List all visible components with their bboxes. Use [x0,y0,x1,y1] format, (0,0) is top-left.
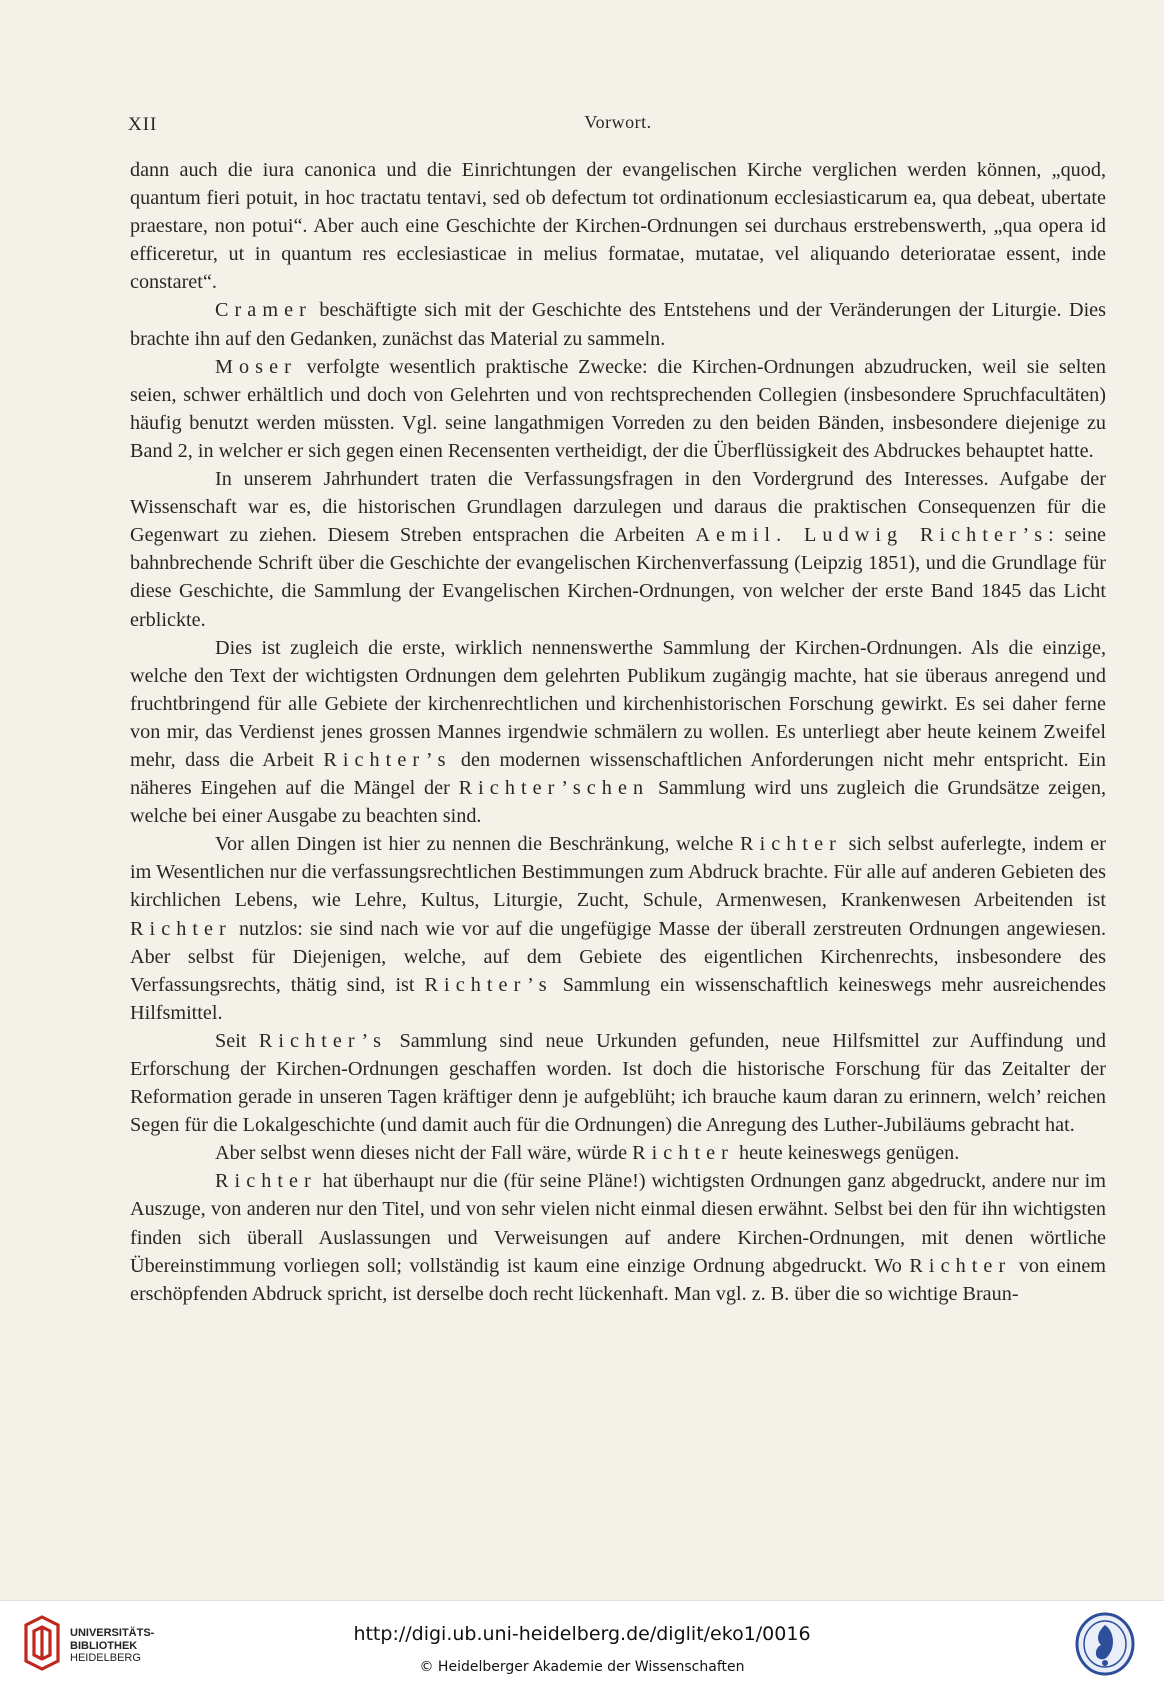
body-text [130,156,1106,1308]
paragraph [130,1167,1106,1307]
running-title: Vorwort. [584,112,652,132]
academy-seal-icon [1074,1611,1136,1677]
person-name: Richter’s [323,748,452,771]
permalink-url[interactable]: http://digi.ub.uni-heidelberg.de/diglit/eko1/0016 [353,1623,811,1645]
logo-line: BIBLIOTHEK [70,1639,138,1652]
paragraph-text: Aber selbst wenn dieses nicht der Fall wäre, würde [215,1142,633,1165]
paragraph-text: In unserem Jahrhundert traten die Verfassungsfragen in den Vordergrund des Interesses. Aufgabe der Wissenschaft war es, die historischen Grundlagen darzulegen und daraus die praktischen Consequenzen für die Gegenwart zu ziehen. Diesem Streben entsprachen die Arbeiten [130,468,1106,547]
paragraph-text: beschäftigte sich mit der Geschichte des Entstehens und der Veränderungen der Liturgie. Dies brachte ihn auf den Gedanken, zunächst das Material zu sammeln. [130,299,1106,350]
person-name: Aemil. Ludwig Richter’s [695,524,1049,547]
paragraph [130,1139,1106,1167]
paragraph-text: nutzlos: sie sind nach wie vor auf die ungefügige Masse der überall zerstreuten Ordnungen angewiesen. Aber selbst für Diejenigen, welche, auf dem Gebiete des eigentlichen Kirchenrechts, insbesondere des Verfassungsrechts, thätig sind, ist [130,917,1106,996]
paragraph-text: : seine bahnbrechende Schrift über die Geschichte der evangelischen Kirchenverfassung (Leipzig 1851), und die Grundlage für diese Geschichte, die Sammlung der Evangelischen Kirchen-Ordnungen, von welcher der erste Band 1845 das Licht erblickte. [130,524,1107,631]
person-name: Richter’s [424,973,553,996]
person-name: Richter [215,1170,317,1193]
person-name: Moser [215,355,297,378]
paragraph-text: verfolgte wesentlich praktische Zwecke: die Kirchen-Ordnungen abzudrucken, weil sie selten seien, schwer erhältlich und doch von Gelehrten und von rechtsprechenden Collegien (insbesondere Spruchfacultäten) häufig benutzt werden müssten. Vgl. seine langathmigen Vorreden zu den beiden Bänden, insbesondere diejenige zu Band 2, in welcher er sich gegen einen Recensenten vertheidigt, der die Überflüssigkeit des Abdruckes behauptet hatte. [130,355,1106,462]
paragraph-text: hat überhaupt nur die (für seine Pläne!) wichtigsten Ordnungen ganz abgedruckt, andere nur im Auszuge, von anderen nur den Titel, und von sehr vielen nicht einmal diesen erwähnt. Selbst bei den für ihn wichtigsten finden sich überall Auslassungen und Verweisungen auf andere Kirchen-Ordnungen, mit denen wörtliche Übereinstimmung vorliegen soll; vollständig ist kaum eine einzige Ordnung abgedruckt. Wo [130,1170,1106,1277]
person-name: Richter [909,1254,1012,1277]
paragraph [130,296,1106,352]
person-name: Richter [130,917,232,940]
paragraph-text: sich selbst auferlegte, indem er im Wesentlichen nur die verfassungsrechtlichen Bestimmungen zum Abdruck brachte. Für alle auf anderen Gebieten des kirchlichen Lebens, wie Lehre, Kultus, Liturgie, Zucht, Schule, Armenwesen, Krankenwesen Arbeitenden ist [130,833,1106,912]
paragraph [130,465,1106,634]
paragraph [130,353,1106,465]
paragraph-text: Sammlung wird uns zugleich die Grundsätze zeigen, welche bei einer Ausgabe zu beachten sind. [130,777,1107,828]
copyright-notice: © Heidelberger Akademie der Wissenschaften [419,1659,745,1675]
paragraph-text: heute keineswegs genügen. [733,1142,960,1165]
person-name: Richter [740,833,842,856]
paragraph-text: Sammlung sind neue Urkunden gefunden, neue Hilfsmittel zur Auffindung und Erforschung der Kirchen-Ordnungen geschaffen worden. Ist doch die historische Forschung für das Zeitalter der Reformation gerade in unseren Tagen kräftiger denn je aufgeblüht; ich brauche kaum daran zu erinnern, welch’ reichen Segen für die Lokalgeschichte (und damit auch für die Ordnungen) die Anregung des Luther-Jubiläums gebracht hat. [130,1029,1106,1137]
person-name: Richter’schen [458,777,650,800]
viewer-footer [0,1600,1164,1688]
person-name: Richter [632,1142,734,1165]
paragraph [130,634,1106,831]
paragraph-text: Dies ist zugleich die erste, wirklich nennenswerthe Sammlung der Kirchen-Ordnungen. Als die einzige, welche den Text der wichtigsten Ordnungen dem gelehrten Publikum zugängig machte, hat sie überaus anregend und fruchtbringend für alle Gebiete der kirchenrechtlichen und kirchenhistorischen Forschung gewirkt. Es sei daher ferne von mir, das Verdienst jenes grossen Mannes irgendwie schmälern zu wollen. Es unterliegt aber heute keinem Zweifel mehr, dass die Arbeit [130,636,1106,771]
paragraph-text: Vor allen Dingen ist hier zu nennen die Beschränkung, welche [215,833,741,856]
paragraph-text: Sammlung ein wissenschaftlich keineswegs mehr ausreichendes Hilfsmittel. [130,973,1106,1024]
paragraph-text: Seit [215,1029,259,1052]
person-name: Cramer [215,299,312,322]
logo-line: HEIDELBERG [70,1652,141,1664]
paragraph-text: dann auch die iura canonica und die Einrichtungen der evangelischen Kirche verglichen werden können, „quod, quantum fieri potuit, in hoc tractatu tentavi, sed ob defectum tot ordinationum ecclesiasticarum ea, qua debeat, ubertate praestare, non potui“. Aber auch eine Geschichte der Kirchen-Ordnungen sei durchaus erstrebenswerth, „qua opera id efficeretur, ut in quantum res ecclesiasticae in melius formatae, mutatae, vel aliquando deterioratae essent, inde constaret“. [130,159,1106,294]
paragraph [130,156,1106,296]
paragraph [130,830,1106,1027]
page-number: XII [128,114,158,135]
paragraph-text: von einem erschöpfenden Abdruck spricht, ist derselbe doch recht lückenhaft. Man vgl. z. B. über die so wichtige Braun- [130,1254,1106,1305]
page-header [128,108,1108,140]
paragraph [130,1027,1106,1139]
paragraph-text: den modernen wissenschaftlichen Anforderungen nicht mehr entspricht. Ein näheres Eingehen auf die Mängel der [130,748,1106,800]
logo-line: UNIVERSITÄTS- [70,1627,155,1639]
person-name: Richter’s [258,1029,388,1052]
